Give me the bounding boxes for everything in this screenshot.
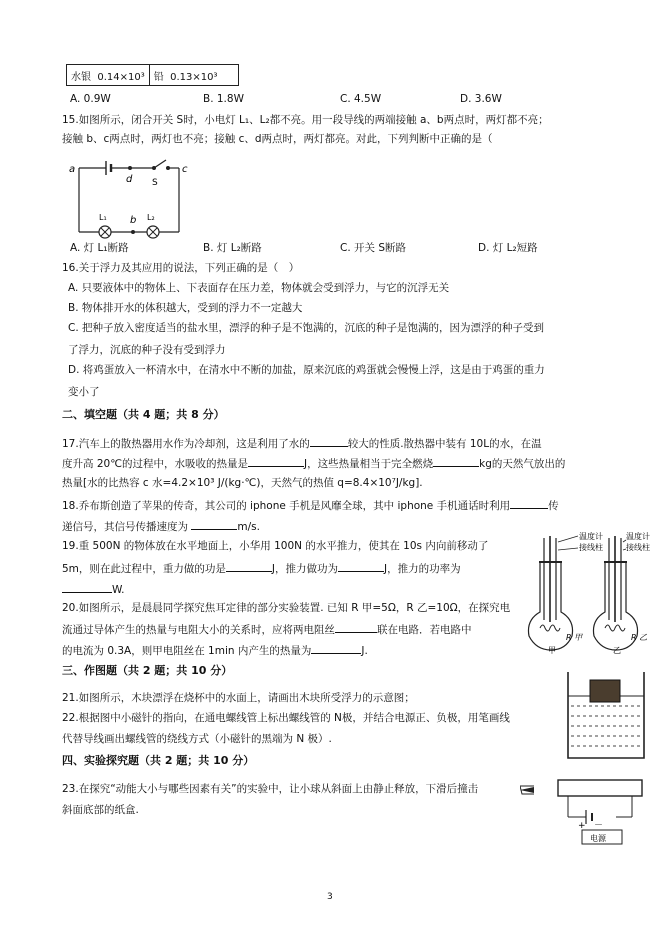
q15-option-d: D. 灯 L₂短路 xyxy=(478,242,538,254)
q22-line1: 22.根据图中小磁针的指向，在通电螺线管上标出螺线管的 N极，并结合电源正、负极，用笔画线 xyxy=(62,712,510,724)
q15-circuit-diagram xyxy=(66,150,206,250)
q19-line3: W. xyxy=(62,582,125,597)
terminal-label-2: 接线柱 xyxy=(626,543,650,552)
q16-option-b: B. 物体排开水的体积越大，受到的浮力不一定越大 xyxy=(68,302,303,314)
label-c: c xyxy=(182,164,188,175)
q14-option-d: D. 3.6W xyxy=(460,93,502,105)
q16-option-c-line2: 了浮力，沉底的种子没有受到浮力 xyxy=(68,344,226,356)
label-d: d xyxy=(126,174,133,185)
plus-sign: + xyxy=(578,821,586,831)
flask-yi xyxy=(593,536,647,654)
q21-text: 21.如图所示，木块漂浮在烧杯中的水面上，请画出木块所受浮力的示意图； xyxy=(62,692,415,704)
q15-stem-line1: 15.如图所示，闭合开关 S时，小电灯 L₁、L₂都不亮。用一段导线的两端接触 a、b两点时，两灯都不亮； xyxy=(62,114,549,126)
label-b: b xyxy=(130,215,137,226)
label-a: a xyxy=(69,164,76,175)
q15-option-a: A. 灯 L₁断路 xyxy=(70,242,129,254)
q19-line2: 5m，则在此过程中，重力做的功是 J，推力做功为 J，推力的功率为 xyxy=(62,563,461,575)
table-cell: 铅 0.13×10³ xyxy=(149,65,238,86)
terminal-label-1: 接线柱 xyxy=(579,543,603,552)
solenoid-core xyxy=(558,780,642,796)
jia-caption: 甲 xyxy=(548,646,556,654)
q14-option-a: A. 0.9W xyxy=(70,93,111,105)
solenoid-battery-figure xyxy=(520,772,650,850)
q16-option-a: A. 只要液体中的物体上、下表面存在压力差，物体就会受到浮力，与它的沉浮无关 xyxy=(68,282,450,294)
q17-line1: 17.汽车上的散热器用水作为冷却剂，这是利用了水的 较大的性质.散热器中装有 10L的水，在温 xyxy=(62,438,542,450)
r-yi-label: R 乙 xyxy=(631,633,648,642)
page-number: 3 xyxy=(327,892,333,902)
r-jia-label: R 甲 xyxy=(566,633,583,642)
q16-stem: 16.关于浮力及其应用的说法，下列正确的是（ ） xyxy=(62,262,300,274)
q15-option-c: C. 开关 S断路 xyxy=(340,242,407,254)
thermometer-label-2: 温度计 xyxy=(626,532,650,541)
q19-line1: 19.重 500N 的物体放在水平地面上，小华用 100N 的水平推力，使其在 10s 内向前移动了 xyxy=(62,540,489,552)
q22-line2: 代替导线画出螺线管的绕线方式（小磁针的黑端为 N 极）. xyxy=(62,733,332,745)
q14-option-c: C. 4.5W xyxy=(340,93,382,105)
beaker-block-figure xyxy=(560,666,652,766)
section-2-heading: 二、填空题（共 4 题；共 8 分） xyxy=(62,408,225,421)
q17-line3: 热量[水的比热容 c 水=4.2×10³ J/(kg·℃)，天然气的热值 q=8.4×10⁷J/kg]. xyxy=(62,477,423,489)
q16-option-c-line1: C. 把种子放入密度适当的盐水里，漂浮的种子是不饱满的，沉底的种子是饱满的，因为漂浮的种子受到 xyxy=(68,322,545,334)
density-table xyxy=(66,64,239,86)
minus-sign: － xyxy=(594,821,604,831)
q20-line3: 的电流为 0.3A，则甲电阻丝在 1min 内产生的热量为 J. xyxy=(62,645,368,657)
q18-line2: 递信号，其信号传播速度为 m/s. xyxy=(62,521,260,533)
section-3-heading: 三、作图题（共 2 题；共 10 分） xyxy=(62,664,233,677)
flask-jia xyxy=(528,536,583,654)
q15-stem-line2: 接触 b、c两点时，两灯也不亮；接触 c、d两点时，两灯都亮。对此，下列判断中正确的是（ xyxy=(62,133,493,145)
q15-option-b: B. 灯 L₂断路 xyxy=(203,242,262,254)
section-4-heading: 四、实验探究题（共 2 题；共 10 分） xyxy=(62,754,255,767)
label-l1: L₁ xyxy=(99,213,107,222)
q20-line1: 20.如图所示，是晨晨同学探究焦耳定律的部分实验装置. 已知 R 甲=5Ω，R 乙=10Ω，在探究电 xyxy=(62,602,511,614)
q16-option-d-line2: 变小了 xyxy=(68,386,100,398)
yi-caption: 乙 xyxy=(613,646,621,654)
q23-line2: 斜面底部的纸盒. xyxy=(62,804,139,816)
thermometer-label-1: 温度计 xyxy=(579,532,603,541)
q23-line1: 23.在探究“动能大小与哪些因素有关”的实验中，让小球从斜面上由静止释放，下滑后撞击 xyxy=(62,783,479,795)
label-s: S xyxy=(152,178,158,188)
q17-line2: 度升高 20℃的过程中，水吸收的热量是 J，这些热量相当于完全燃烧 kg的天然气放出的 xyxy=(62,458,566,470)
joule-flasks-figure xyxy=(526,532,661,654)
wooden-block xyxy=(590,680,620,702)
q18-line1: 18.乔布斯创造了苹果的传奇，其公司的 iphone 手机是风靡全球，其中 iphone 手机通话时利用 传 xyxy=(62,500,559,512)
table-cell: 水银 0.14×10³ xyxy=(67,65,150,86)
q14-option-b: B. 1.8W xyxy=(203,93,244,105)
q16-option-d-line1: D. 将鸡蛋放入一杯清水中，在清水中不断的加盐，原来沉底的鸡蛋就会慢慢上浮，这是由于鸡蛋的重力 xyxy=(68,364,545,376)
compass-needle-icon xyxy=(520,787,534,793)
battery-label: 电源 xyxy=(590,834,606,843)
q20-line2: 流通过导体产生的热量与电阻大小的关系时，应将两电阻丝 联在电路．若电路中 xyxy=(62,624,472,636)
label-l2: L₂ xyxy=(147,213,155,222)
